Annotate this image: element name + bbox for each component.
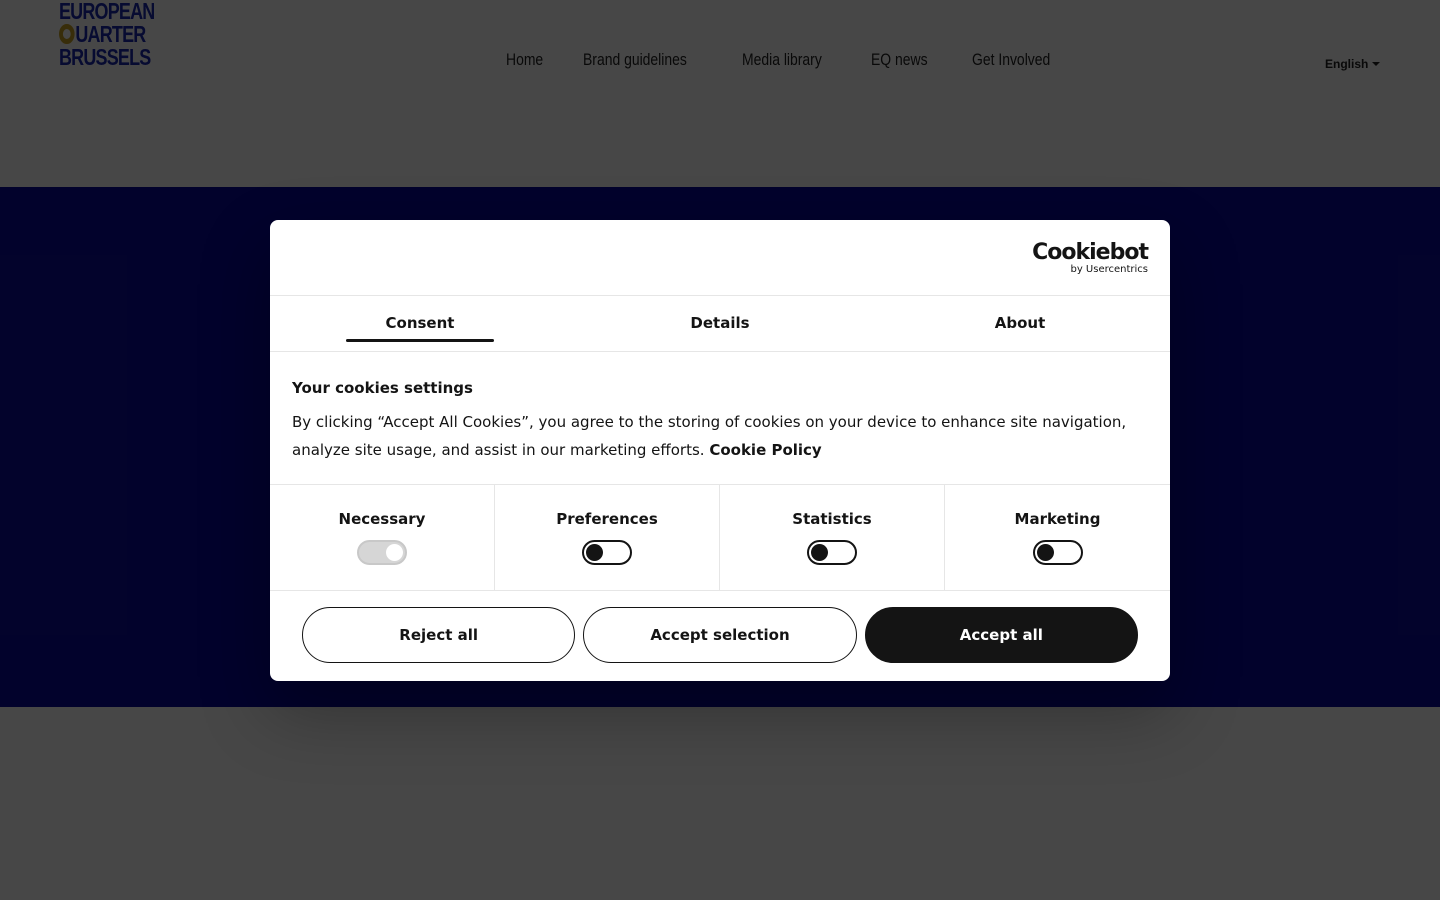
necessary-toggle — [357, 540, 407, 565]
toggle-knob — [386, 544, 403, 561]
tab-details[interactable]: Details — [690, 314, 750, 332]
category-label: Marketing — [1014, 510, 1101, 528]
accept-selection-button[interactable]: Accept selection — [583, 607, 856, 663]
dialog-tabs — [270, 296, 1170, 352]
brand-subtitle: by Usercentrics — [1070, 264, 1148, 275]
brand-name: Cookiebot — [1032, 240, 1148, 265]
tab-about[interactable]: About — [994, 314, 1046, 332]
consent-text: By clicking “Accept All Cookies”, you agree to the storing of cookies on your device to enhance site navigation, analyze site usage, and assist in our marketing efforts. — [292, 413, 1127, 459]
preferences-toggle[interactable] — [582, 540, 632, 565]
consent-content — [270, 352, 1170, 485]
cookie-policy-link[interactable]: Cookie Policy — [709, 441, 822, 459]
consent-body — [292, 408, 1148, 464]
consent-categories — [270, 485, 1170, 591]
dialog-actions — [270, 591, 1170, 663]
cookie-consent-dialog — [270, 220, 1170, 681]
category-label: Statistics — [792, 510, 872, 528]
consent-heading: Your cookies settings — [292, 379, 473, 397]
statistics-toggle[interactable] — [807, 540, 857, 565]
category-statistics — [720, 485, 945, 590]
accept-all-button[interactable]: Accept all — [865, 607, 1138, 663]
dialog-header — [270, 220, 1170, 296]
reject-all-button[interactable]: Reject all — [302, 607, 575, 663]
tab-consent[interactable]: Consent — [270, 296, 570, 351]
category-label: Preferences — [556, 510, 658, 528]
category-label: Necessary — [338, 510, 426, 528]
toggle-knob — [811, 544, 828, 561]
toggle-knob — [586, 544, 603, 561]
toggle-knob — [1037, 544, 1054, 561]
category-preferences — [495, 485, 720, 590]
category-marketing — [945, 485, 1170, 590]
marketing-toggle[interactable] — [1033, 540, 1083, 565]
cookiebot-logo — [1032, 241, 1148, 275]
category-necessary — [270, 485, 495, 590]
